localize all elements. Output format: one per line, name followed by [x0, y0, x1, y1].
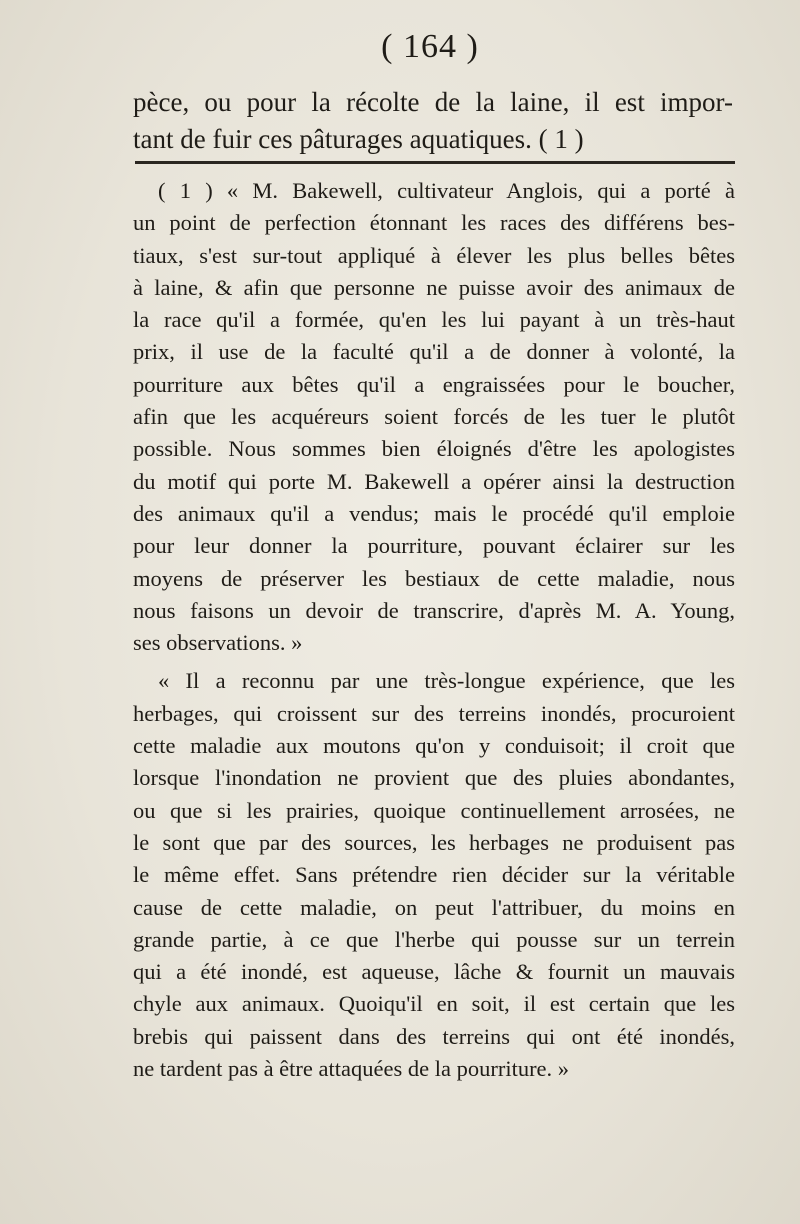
footnote-paragraph — [133, 665, 735, 1085]
footnote-line: brebis qui paissent dans des terreins qui ont été inondés, — [133, 1023, 735, 1049]
footnote-line: le sont que par des sources, les herbages ne produisent pas — [133, 829, 735, 855]
footnote-line: « Il a reconnu par une très-longue expérience, que les — [158, 668, 735, 694]
footnote-line: du motif qui porte M. Bakewell a opérer ainsi la destruction — [133, 468, 735, 494]
footnote-line: ( 1 ) « M. Bakewell, cultivateur Anglois, qui a porté à — [158, 178, 735, 203]
main-text-line: pèce, ou pour la récolte de la laine, il est impor- — [133, 87, 733, 117]
footnote — [133, 175, 735, 1085]
footnote-line: nous faisons un devoir de transcrire, d'après M. A. Young, — [133, 597, 735, 623]
footnote-line: un point de perfection étonnant les races des différens bes- — [133, 210, 735, 236]
footnote-divider — [135, 161, 735, 164]
footnote-line: lorsque l'inondation ne provient que des pluies abondantes, — [133, 765, 735, 791]
main-text-line: tant de fuir ces pâturages aquatiques. ( 1 ) — [133, 124, 584, 154]
footnote-line: le même effet. Sans prétendre rien décider sur la véritable — [133, 862, 735, 888]
footnote-line: ne tardent pas à être attaquées de la pourriture. » — [133, 1056, 570, 1082]
footnote-line: prix, il use de la faculté qu'il a de donner à volonté, la — [133, 339, 735, 365]
footnote-line: moyens de préserver les bestiaux de cette maladie, nous — [133, 565, 735, 591]
footnote-paragraph — [133, 175, 735, 659]
footnote-line: herbages, qui croissent sur des terreins inondés, procuroient — [133, 700, 735, 726]
footnote-line: ses observations. » — [133, 630, 303, 656]
footnote-line: des animaux qu'il a vendus; mais le procédé qu'il emploie — [133, 500, 735, 526]
page-number: ( 164 ) — [381, 28, 479, 65]
footnote-line: possible. Nous sommes bien éloignés d'être les apologistes — [133, 436, 735, 462]
footnote-line: la race qu'il a formée, qu'en les lui payant à un très-haut — [133, 307, 735, 333]
footnote-line: afin que les acquéreurs soient forcés de les tuer le plutôt — [133, 404, 735, 430]
footnote-line: pourriture aux bêtes qu'il a engraissées pour le boucher, — [133, 371, 735, 397]
footnote-line: à laine, & afin que personne ne puisse avoir des animaux de — [133, 274, 735, 300]
footnote-line: chyle aux animaux. Quoiqu'il en soit, il est certain que les — [133, 991, 735, 1017]
footnote-line: tiaux, s'est sur-tout appliqué à élever les plus belles bêtes — [133, 242, 735, 268]
footnote-line: qui a été inondé, est aqueuse, lâche & fournit un mauvais — [133, 959, 735, 985]
main-text — [133, 84, 733, 158]
footnote-line: ou que si les prairies, quoique continuellement arrosées, ne — [133, 797, 735, 823]
footnote-line: pour leur donner la pourriture, pouvant éclairer sur les — [133, 533, 735, 559]
footnote-line: cause de cette maladie, on peut l'attribuer, du moins en — [133, 894, 735, 920]
footnote-line: cette maladie aux moutons qu'on y conduisoit; il croit que — [133, 733, 735, 759]
footnote-line: grande partie, à ce que l'herbe qui pousse sur un terrein — [133, 926, 735, 952]
